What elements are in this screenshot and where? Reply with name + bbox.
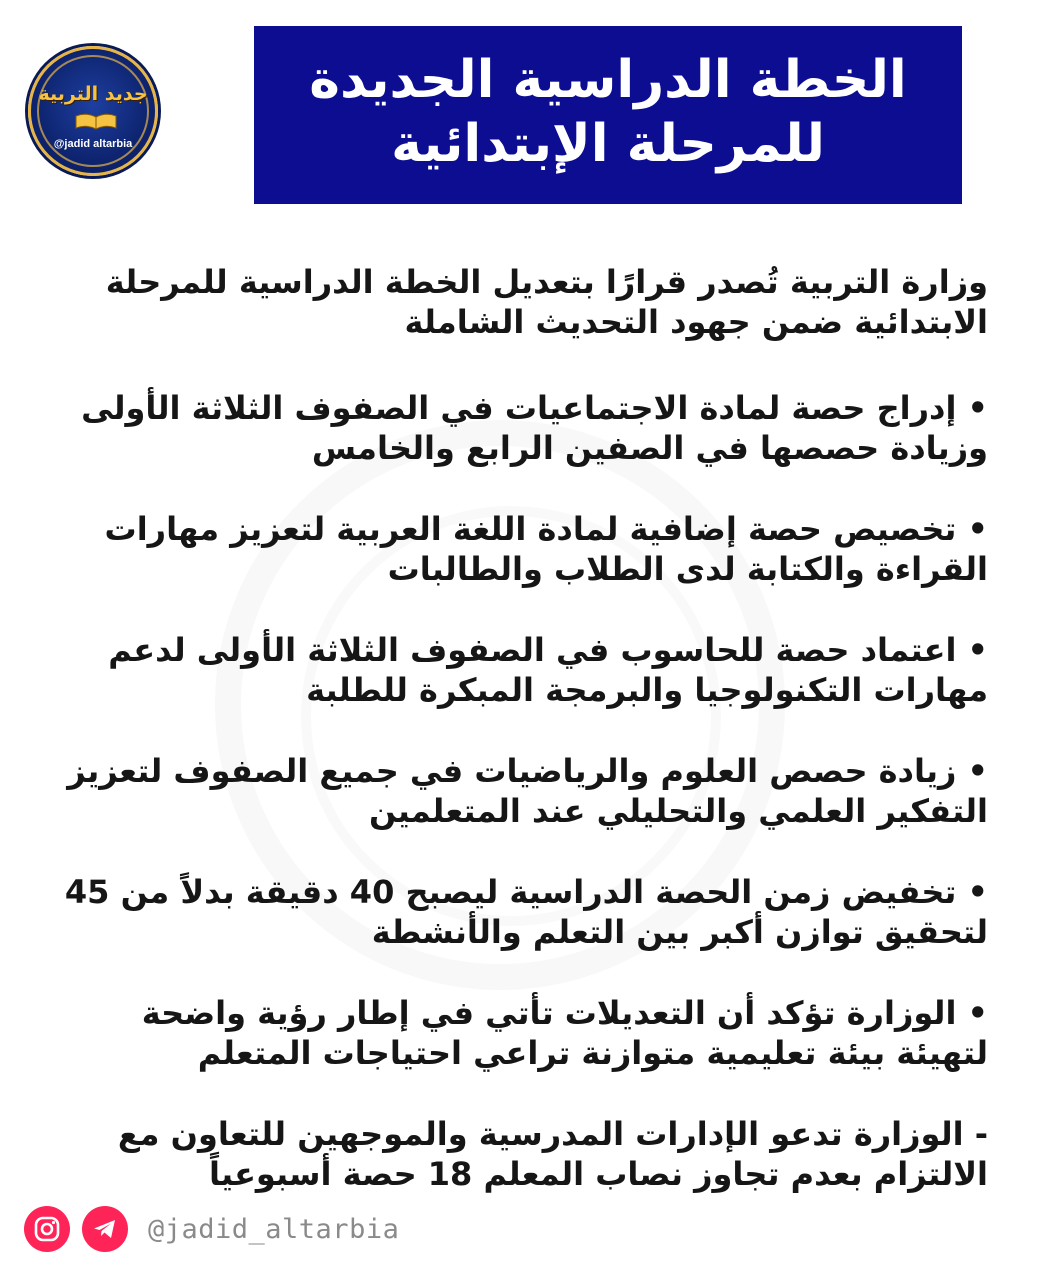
telegram-icon[interactable] (82, 1206, 128, 1252)
bullet-teacher-quota: - الوزارة تدعو الإدارات المدرسية والموجهين للتعاون مع الالتزام بعدم تجاوز نصاب المعلم 18 حصة أسبوعياً (117, 1115, 988, 1193)
bullet-arabic-language: • تخصيص حصة إضافية لمادة اللغة العربية لتعزيز مهارات القراءة والكتابة لدى الطلاب والطالبات (104, 510, 988, 588)
bullet-social-studies: • إدراج حصة لمادة الاجتماعيات في الصفوف الثلاثة الأولى وزيادة حصصها في الصفين الرابع والخامس (81, 389, 988, 467)
bullet-computer: • اعتماد حصة للحاسوب في الصفوف الثلاثة الأولى لدعم مهارات التكنولوجيا والبرمجة المبكرة للطلبة (108, 631, 988, 709)
title-banner (254, 26, 962, 204)
brand-logo (28, 46, 158, 176)
logo-handle: @jadid altarbia (53, 138, 133, 150)
social-footer (24, 1206, 399, 1252)
book-icon (74, 112, 118, 130)
article-body (48, 262, 988, 1235)
instagram-icon[interactable] (24, 1206, 70, 1252)
logo-title: جديد التربية (38, 83, 148, 105)
social-handle: @jadid_altarbia (148, 1213, 400, 1245)
intro-paragraph: وزارة التربية تُصدر قرارًا بتعديل الخطة الدراسية للمرحلة الابتدائية ضمن جهود التحديث الشاملة (105, 263, 988, 341)
bullet-period-duration: • تخفيض زمن الحصة الدراسية ليصبح 40 دقيقة بدلاً من 45 لتحقيق توازن أكبر بين التعلم والأنشطة (64, 873, 988, 951)
title-line-2: للمرحلة الإبتدائية (391, 114, 825, 174)
bullet-ministry-vision: • الوزارة تؤكد أن التعديلات تأتي في إطار رؤية واضحة لتهيئة بيئة تعليمية متوازنة تراعي احتياجات المتعلم (141, 994, 988, 1072)
bullet-science-math: • زيادة حصص العلوم والرياضيات في جميع الصفوف لتعزيز التفكير العلمي والتحليلي عند المتعلمين (67, 752, 988, 830)
logo-ring (37, 55, 149, 167)
title-line-1: الخطة الدراسية الجديدة (309, 50, 907, 110)
